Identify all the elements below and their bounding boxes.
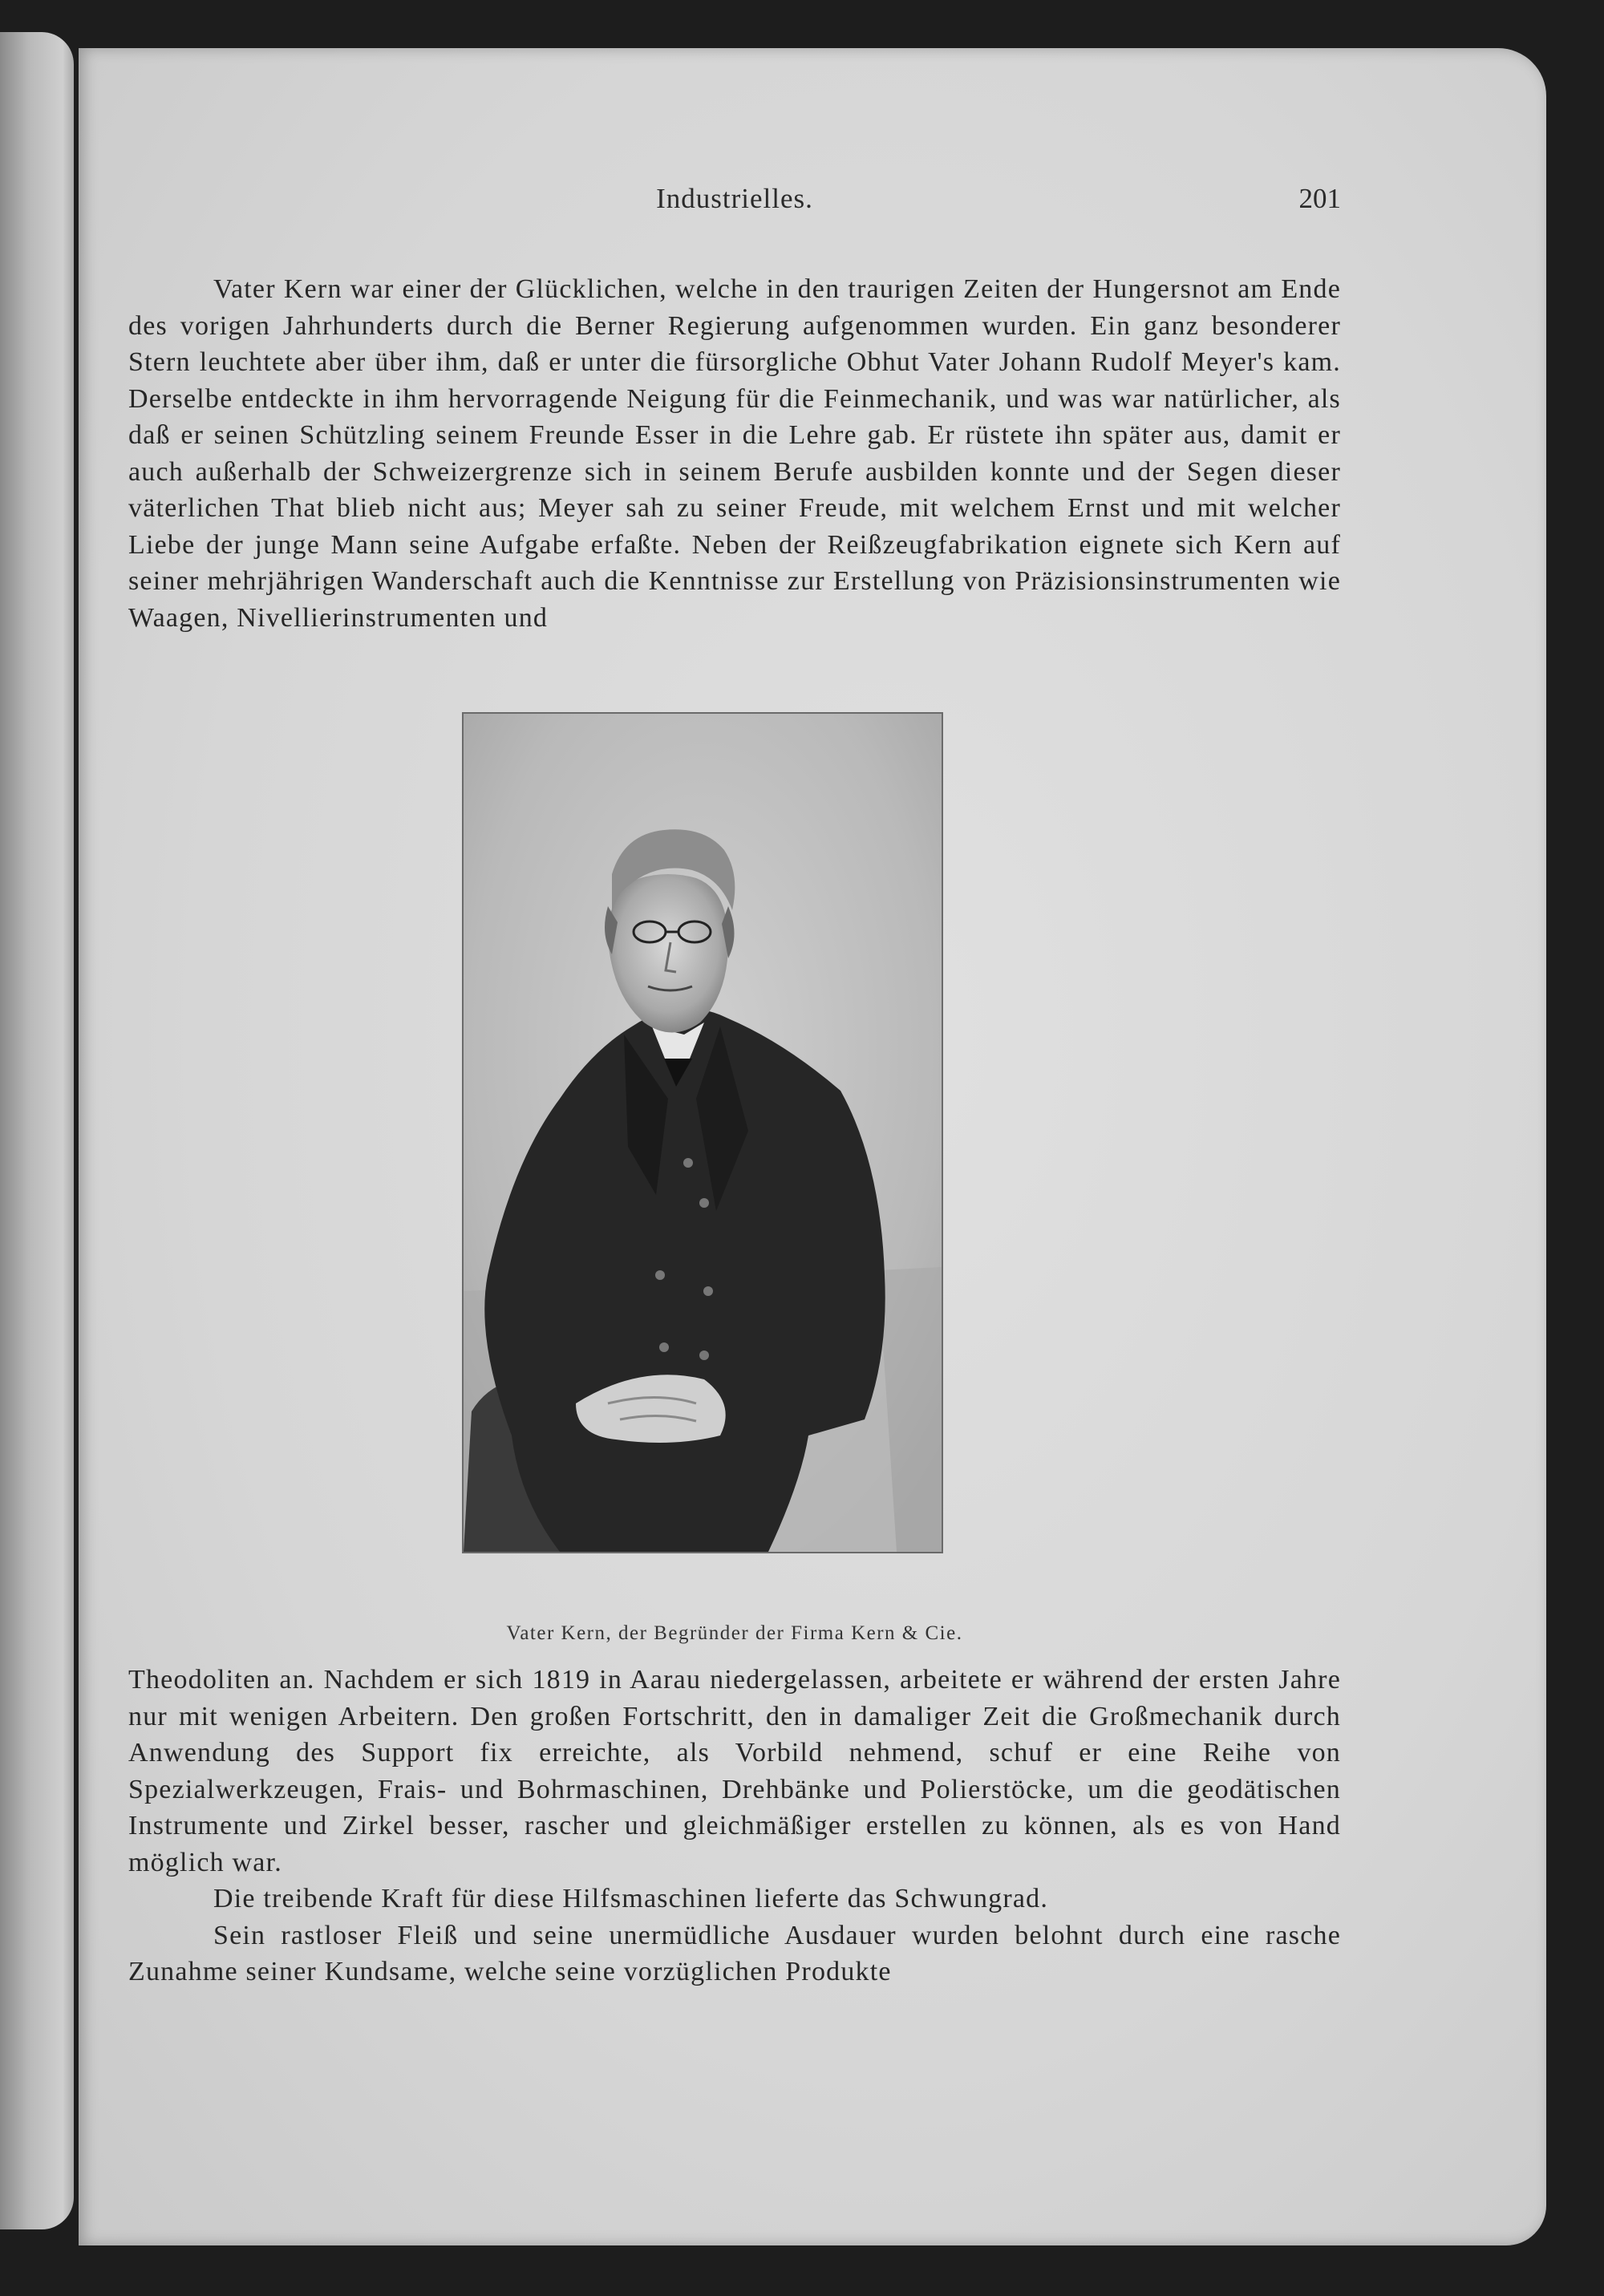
left-page-edge <box>0 32 74 2229</box>
portrait-illustration <box>464 714 942 1552</box>
running-header <box>128 183 1341 223</box>
paragraph: Vater Kern war einer der Glücklichen, welche in den traurigen Zeiten der Hungersnot am Ende des vorigen Jahrhunderts durch die Berner Regierung aufgenommen wurden. Ein ganz besonderer Stern leuchtete aber über ihm, daß er unter die fürsorgliche Obhut Vater Johann Rudolf Meyer's kam. Derselbe entdeckte in ihm hervorragende Neigung für die Feinmechanik, und was war natürlicher, als daß er seinen Schützling seinem Freunde Esser in die Lehre gab. Er rüstete ihn später aus, damit er auch außerhalb der Schweizergrenze sich in seinem Berufe ausbilden konnte und der Segen dieser väterlichen That blieb nicht aus; Meyer sah zu seiner Freude, mit welchem Ernst und mit welcher Liebe der junge Mann seine Aufgabe erfaßte. Neben der Reißzeugfabrikation eignete sich Kern auf seiner mehrjährigen Wanderschaft auch die Kenntnisse zur Erstellung von Präzisionsinstrumenten wie Waagen, Nivellierinstrumenten und <box>128 274 1341 633</box>
portrait-photograph <box>462 712 943 1553</box>
header-title: Industrielles. <box>656 183 813 214</box>
figure-caption: Vater Kern, der Begründer der Firma Kern & Cie. <box>506 1622 963 1644</box>
paragraph: Theodoliten an. Nachdem er sich 1819 in Aarau niedergelassen, arbeitete er während der ersten Jahre nur mit wenigen Arbeitern. Den großen Fortschritt, den in damaliger Zeit die Großmechanik durch Anwendung des Support fix erreichte, als Vorbild nehmend, schuf er eine Reihe von Spezialwerkzeugen, Frais- und Bohrmaschinen, Drehbänke und Polierstöcke, um die geodätischen Instrumente und Zirkel besser, rascher und gleichmäßiger erstellen zu können, als es von Hand möglich war. <box>128 1665 1341 1877</box>
body-text-bottom <box>128 1662 1341 1990</box>
page-number: 201 <box>1298 183 1341 214</box>
paragraph: Sein rastloser Fleiß und seine unermüdliche Ausdauer wurden belohnt durch eine rasche Zunahme seiner Kundsame, welche seine vorzüglichen Produkte <box>128 1920 1341 1986</box>
body-text-top <box>128 271 1341 636</box>
paragraph: Die treibende Kraft für diese Hilfsmaschinen lieferte das Schwungrad. <box>213 1884 1049 1913</box>
